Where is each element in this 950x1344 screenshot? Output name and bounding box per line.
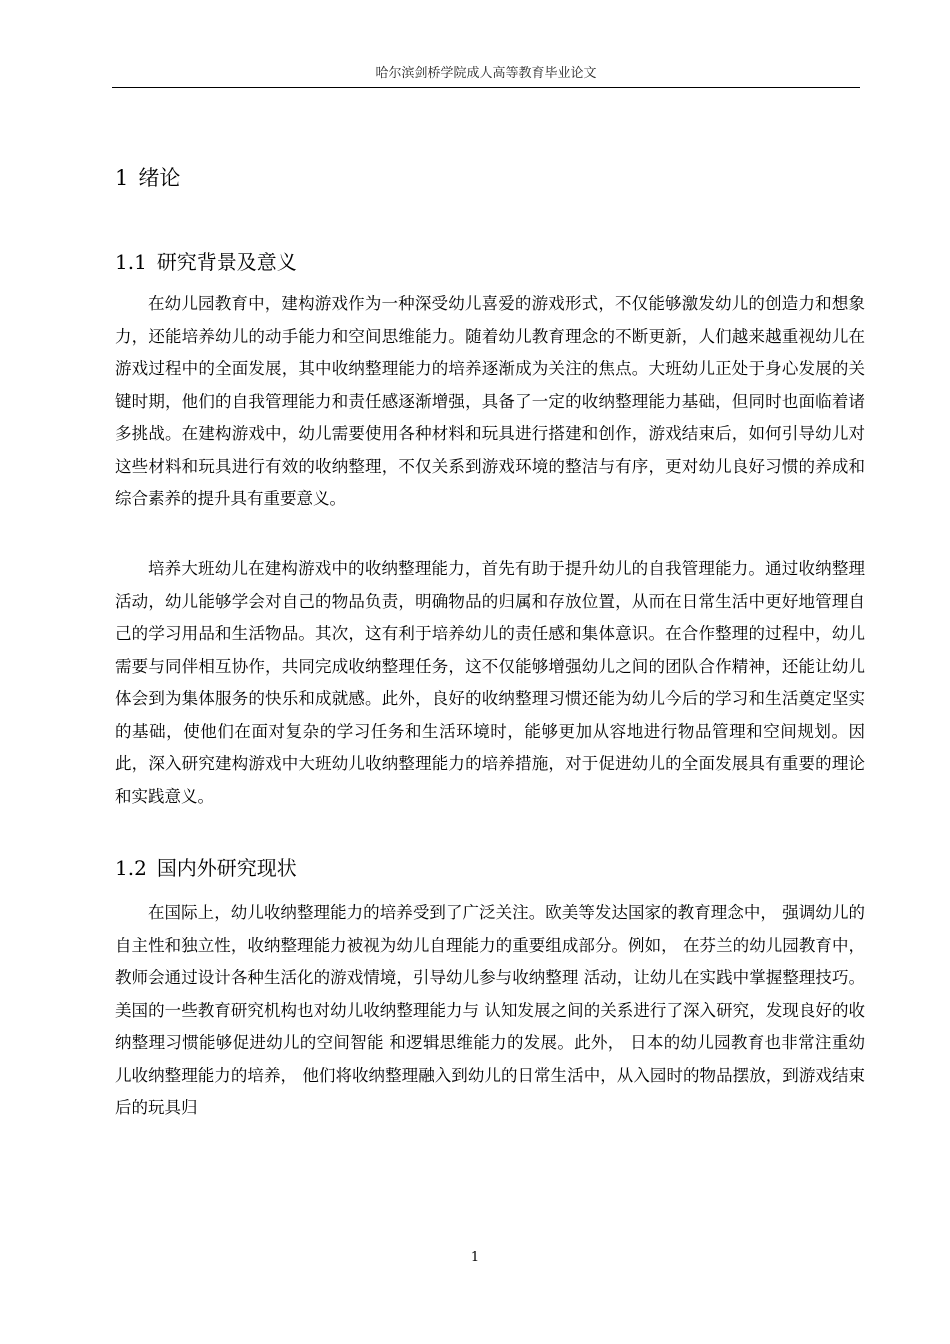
section-heading-1-1: [115, 245, 297, 279]
body-paragraph: 培养大班幼儿在建构游戏中的收纳整理能力，首先有助于提升幼儿的自我管理能力。通过收纳整理活动，幼儿能够学会对自己的物品负责，明确物品的归属和存放位置，从而在日常生活中更好地管理自己的学习用品和生活物品。其次，这有利于培养幼儿的责任感和集体意识。在合作整理的过程中，幼儿需要与同伴相互协作，共同完成收纳整理任务，这不仅能够增强幼儿之间的团队合作精神，还能让幼儿体会到为集体服务的快乐和成就感。此外，良好的收纳整理习惯还能为幼儿今后的学习和生活奠定坚实的基础，使他们在面对复杂的学习任务和生活环境时，能够更加从容地进行物品管理和空间规划。因此，深入研究建构游戏中大班幼儿收纳整理能力的培养措施，对于促进幼儿的全面发展具有重要的理论和实践意义。: [115, 559, 865, 806]
section-title: 国内外研究现状: [156, 856, 297, 880]
running-header: 哈尔滨剑桥学院成人高等教育毕业论文: [112, 60, 860, 88]
section-number: 1.2: [115, 856, 147, 880]
section-number: 1.1: [115, 250, 147, 274]
page-number: 1: [470, 1250, 480, 1265]
chapter-number: 1: [115, 166, 129, 190]
section-title: 研究背景及意义: [156, 250, 297, 274]
body-paragraph: 在国际上，幼儿收纳整理能力的培养受到了广泛关注。欧美等发达国家的教育理念中， 强调幼儿的自主性和独立性，收纳整理能力被视为幼儿自理能力的重要组成部分。例如， 在芬兰的幼儿园教育中，教师会通过设计各种生活化的游戏情境，引导幼儿参与收纳整理 活动，让幼儿在实践中掌握整理技巧。美国的一些教育研究机构也对幼儿收纳整理能力与 认知发展之间的关系进行了深入研究，发现良好的收纳整理习惯能够促进幼儿的空间智能 和逻辑思维能力的发展。此外， 日本的幼儿园教育也非常注重幼儿收纳整理能力的培养， 他们将收纳整理融入到幼儿的日常生活中，从入园时的物品摆放，到游戏结束后的玩具归: [115, 903, 865, 1117]
body-paragraph: 在幼儿园教育中，建构游戏作为一种深受幼儿喜爱的游戏形式，不仅能够激发幼儿的创造力和想象力，还能培养幼儿的动手能力和空间思维能力。随着幼儿教育理念的不断更新，人们越来越重视幼儿在游戏过程中的全面发展，其中收纳整理能力的培养逐渐成为关注的焦点。大班幼儿正处于身心发展的关键时期，他们的自我管理能力和责任感逐渐增强，具备了一定的收纳整理能力基础，但同时也面临着诸多挑战。在建构游戏中，幼儿需要使用各种材料和玩具进行搭建和创作，游戏结束后，如何引导幼儿对这些材料和玩具进行有效的收纳整理，不仅关系到游戏环境的整洁与有序，更对幼儿良好习惯的养成和综合素养的提升具有重要意义。: [115, 294, 865, 508]
chapter-heading: [115, 160, 180, 196]
chapter-title: 绪论: [138, 166, 181, 190]
section-heading-1-2: [115, 851, 297, 885]
